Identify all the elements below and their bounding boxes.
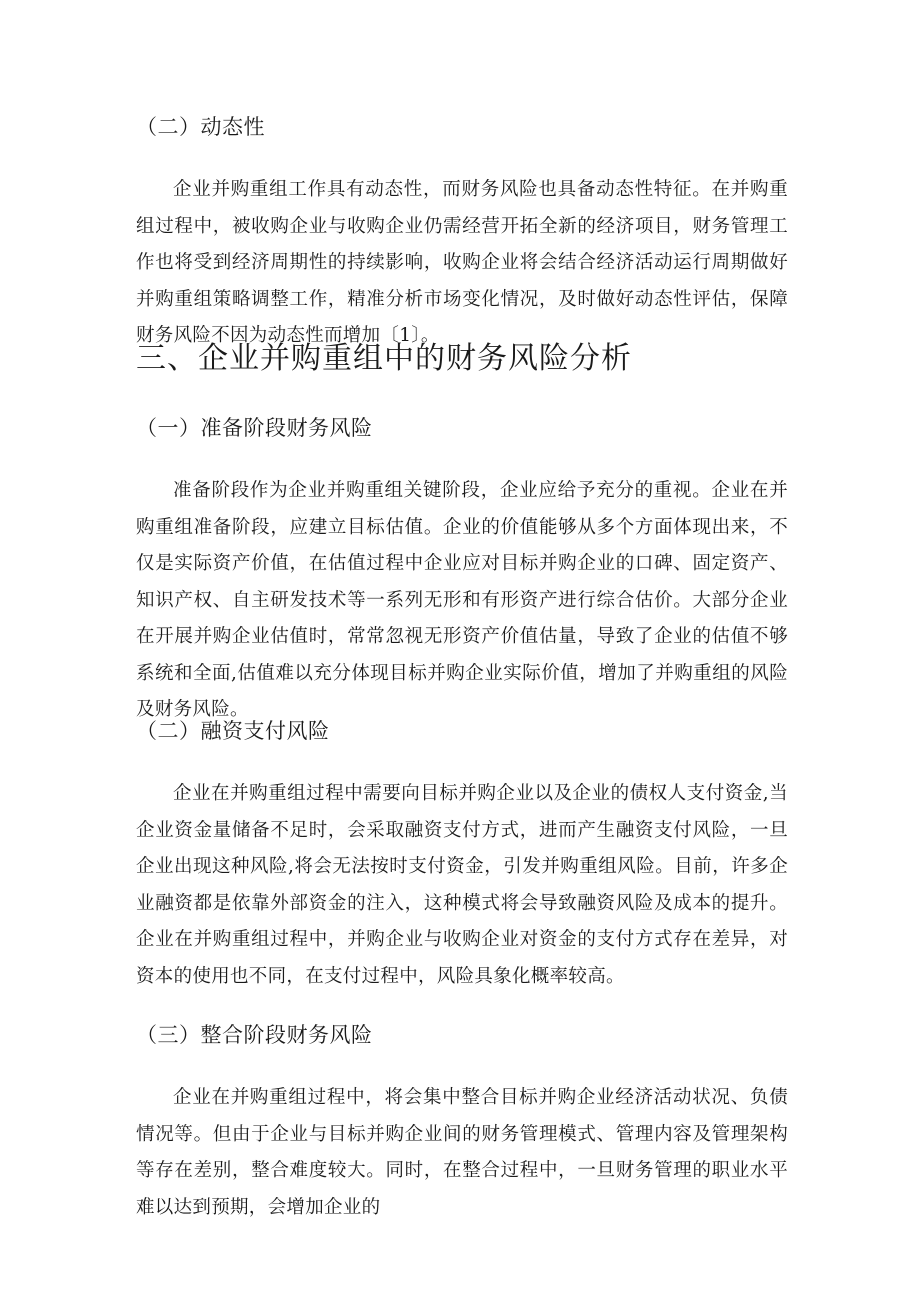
subheading-financing: （二）融资支付风险	[136, 719, 330, 743]
section-title: 三、企业并购重组中的财务风险分析	[136, 341, 632, 376]
paragraph-integration: 企业在并购重组过程中，将会集中整合目标并购企业经济活动状况、负债情况等。但由于企业与目标并购企业间的财务管理模式、管理内容及管理架构等存在差别，整合难度较大。同时，在整合过程中，一旦财务管理的职业水平难以达到预期，会增加企业的	[136, 1087, 788, 1218]
subheading-integration: （三）整合阶段财务风险	[136, 1023, 373, 1047]
subheading-preparation: （一）准备阶段财务风险	[136, 416, 373, 440]
paragraph-dynamic: 企业并购重组工作具有动态性，而财务风险也具备动态性特征。在并购重组过程中，被收购企业与收购企业仍需经营开拓全新的经济项目，财务管理工作也将受到经济周期性的持续影响，收购企业将会结合经济活动运行周期做好并购重组策略调整工作，精准分析市场变化情况，及时做好动态性评估，保障财务风险不因为动态性而增加〔1〕。	[136, 179, 788, 346]
subheading-dynamic: （二）动态性	[136, 115, 265, 139]
paragraph-financing: 企业在并购重组过程中需要向目标并购企业以及企业的债权人支付资金,当企业资金量储备不足时，会采取融资支付方式，进而产生融资支付风险，一旦企业出现这种风险,将会无法按时支付资金，引发并购重组风险。目前，许多企业融资都是依靠外部资金的注入，这种模式将会导致融资风险及成本的提升。企业在并购重组过程中，并购企业与收购企业对资金的支付方式存在差异，对资本的使用也不同，在支付过程中，风险具象化概率较高。	[136, 783, 788, 987]
paragraph-preparation: 准备阶段作为企业并购重组关键阶段，企业应给予充分的重视。企业在并购重组准备阶段，应建立目标估值。企业的价值能够从多个方面体现出来，不仅是实际资产价值，在估值过程中企业应对目标并购企业的口碑、固定资产、知识产权、自主研发技术等一系列无形和有形资产进行综合估价。大部分企业在开展并购企业估值时，常常忽视无形资产价值估量，导致了企业的估值不够系统和全面,估值难以充分体现目标并购企业实际价值，增加了并购重组的风险及财务风险。	[136, 480, 788, 720]
